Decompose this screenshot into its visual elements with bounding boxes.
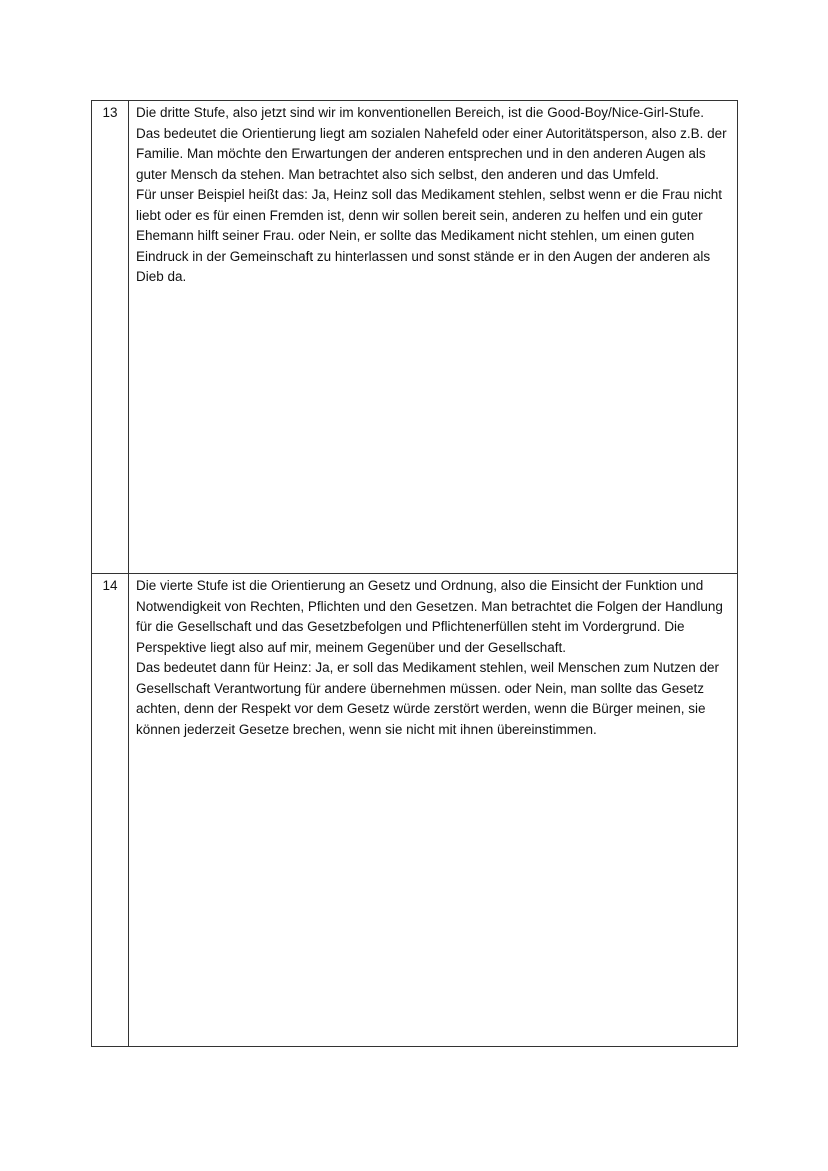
paragraph: Die vierte Stufe ist die Orientierung an Gesetz und Ordnung, also die Einsicht der Funktion und Notwendigkeit von Rechten, Pflichten und den Gesetzen. Man betrachtet die Folgen der Handlung für die Gesellschaft und das Gesetzbefolgen und Pflichtenerfüllen steht im Vordergrund. Die Perspektive liegt also auf mir, meinem Gegenüber und der Gesellschaft. xyxy=(136,578,723,655)
table-row xyxy=(92,574,738,1047)
row-number: 13 xyxy=(92,101,129,574)
paragraph: Für unser Beispiel heißt das: Ja, Heinz soll das Medikament stehlen, selbst wenn er die Frau nicht liebt oder es für einen Fremden ist, denn wir sollen bereit sein, anderen zu helfen und ein guter Ehemann hilft seiner Frau. oder Nein, er sollte das Medikament nicht stehlen, um einen guten Eindruck in der Gemeinschaft zu hinterlassen und sonst stände er in den Augen der anderen als Dieb da. xyxy=(136,187,723,284)
row-text xyxy=(129,101,738,574)
paragraph: Die dritte Stufe, also jetzt sind wir im konventionellen Bereich, ist die Good-Boy/Nice-Girl-Stufe. Das bedeutet die Orientierung liegt am sozialen Nahefeld oder einer Autoritätsperson, also z.B. der Familie. Man möchte den Erwartungen der anderen entsprechen und in den anderen Augen als guter Mensch da stehen. Man betrachtet also sich selbst, den anderen und das Umfeld. xyxy=(136,105,727,182)
row-number: 14 xyxy=(92,574,129,1047)
document-table xyxy=(91,100,738,1047)
paragraph: Das bedeutet dann für Heinz: Ja, er soll das Medikament stehlen, weil Menschen zum Nutzen der Gesellschaft Verantwortung für andere übernehmen müssen. oder Nein, man sollte das Gesetz achten, denn der Respekt vor dem Gesetz würde zerstört werden, wenn die Bürger meinen, sie können jederzeit Gesetze brechen, wenn sie nicht mit ihnen übereinstimmen. xyxy=(136,660,720,737)
table-row xyxy=(92,101,738,574)
row-text xyxy=(129,574,738,1047)
